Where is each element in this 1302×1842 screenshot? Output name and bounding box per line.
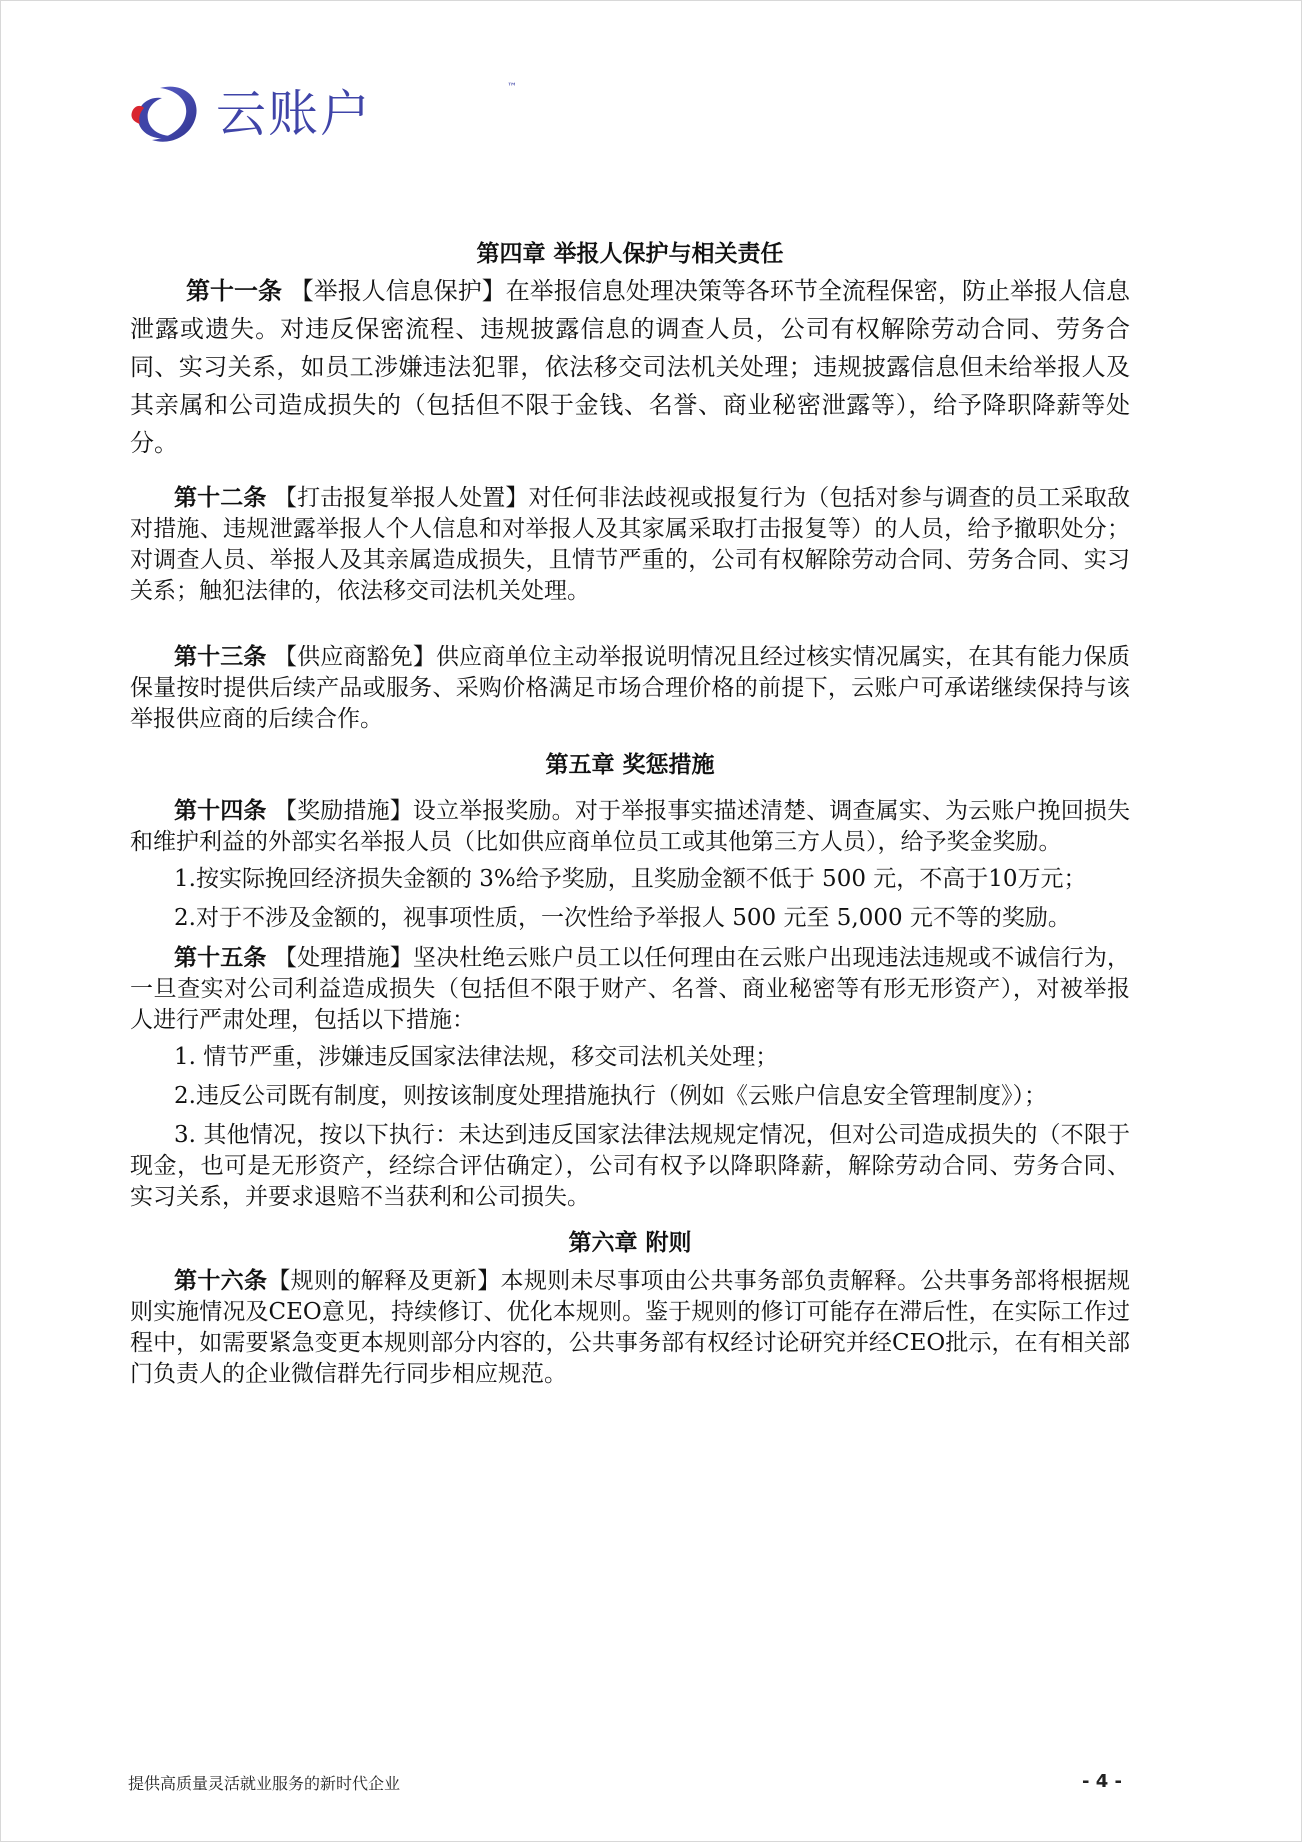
article-15-item-2: 2.违反公司既有制度，则按该制度处理措施执行（例如《云账户信息安全管理制度》）；	[174, 1083, 1047, 1109]
page-number: - 4 -	[1082, 1771, 1122, 1792]
article-12-label: 第十二条	[174, 484, 267, 511]
article-14-text: 【奖励措施】设立举报奖励。对于举报事实描述清楚、调查属实、为云账户挽回损失和维护利益的外部实名举报人员（比如供应商单位员工或其他第三方人员），给予奖金奖励。	[130, 798, 1131, 855]
footer-slogan: 提供高质量灵活就业服务的新时代企业	[128, 1774, 401, 1793]
article-14-item-1: 1.按实际挽回经济损失金额的 3%给予奖励，且奖励金额不低于 500 元，不高于10万元；	[174, 866, 1087, 892]
article-13-text: 【供应商豁免】供应商单位主动举报说明情况且经过核实情况属实，在其有能力保质保量按时提供后续产品或服务、采购价格满足市场合理价格的前提下，云账户可承诺继续保持与该举报供应商的后续合作。	[130, 644, 1131, 732]
article-15-label: 第十五条	[174, 944, 267, 971]
logo-text: 云账户	[216, 85, 372, 143]
article-13	[130, 641, 1130, 735]
article-16-label: 第十六条	[174, 1267, 268, 1294]
article-11-text: 【举报人信息保护】在举报信息处理决策等各环节全流程保密，防止举报人信息泄露或遗失。对违反保密流程、违规披露信息的调查人员，公司有权解除劳动合同、劳务合同、实习关系，如员工涉嫌违法犯罪，依法移交司法机关处理；违规披露信息但未给举报人及其亲属和公司造成损失的（包括但不限于金钱、名誉、商业秘密泄露等），给予降职降薪等处分。	[130, 277, 1130, 457]
company-logo	[130, 82, 517, 144]
article-16-text: 【规则的解释及更新】本规则未尽事项由公共事务部负责解释。公共事务部将根据规则实施情况及CEO意见，持续修订、优化本规则。鉴于规则的修订可能存在滞后性，在实际工作过程中，如需要紧急变更本规则部分内容的，公共事务部有权经讨论研究并经CEO批示，在有相关部门负责人的企业微信群先行同步相应规范。	[130, 1268, 1131, 1387]
article-12	[130, 482, 1130, 607]
article-16	[130, 1265, 1130, 1390]
article-14-label: 第十四条	[174, 797, 267, 824]
article-12-text: 【打击报复举报人处置】对任何非法歧视或报复行为（包括对参与调查的员工采取敌对措施、违规泄露举报人个人信息和对举报人及其家属采取打击报复等）的人员，给予撤职处分；对调查人员、举报人及其亲属造成损失，且情节严重的，公司有权解除劳动合同、劳务合同、实习关系；触犯法律的，依法移交司法机关处理。	[130, 485, 1131, 604]
article-15-item-3: 3. 其他情况，按以下执行：未达到违反国家法律法规规定情况，但对公司造成损失的（不限于现金，也可是无形资产，经综合评估确定），公司有权予以降职降薪，解除劳动合同、劳务合同、实习关系，并要求退赔不当获利和公司损失。	[130, 1122, 1130, 1210]
chapter-6-title: 第六章 附则	[568, 1229, 692, 1256]
article-11	[130, 272, 1130, 462]
article-14	[130, 795, 1130, 858]
article-11-label: 第十一条	[186, 276, 283, 305]
document-body	[130, 236, 1130, 1390]
article-15-text: 【处理措施】坚决杜绝云账户员工以任何理由在云账户出现违法违规或不诚信行为，一旦查实对公司利益造成损失（包括但不限于财产、名誉、商业秘密等有形无形资产），对被举报人进行严肃处理，包括以下措施：	[130, 945, 1131, 1033]
article-14-item-2: 2.对于不涉及金额的，视事项性质，一次性给予举报人 500 元至 5,000 元不等的奖励。	[174, 905, 1071, 931]
article-15	[130, 942, 1130, 1036]
yunzhanghu-logo-icon	[130, 84, 202, 144]
chapter-4-title: 第四章 举报人保护与相关责任	[476, 240, 784, 267]
chapter-5-title: 第五章 奖惩措施	[545, 751, 715, 778]
article-15-item-1: 1. 情节严重，涉嫌违反国家法律法规，移交司法机关处理；	[174, 1044, 779, 1070]
logo-trademark: ™	[507, 82, 517, 93]
article-13-label: 第十三条	[174, 643, 267, 670]
